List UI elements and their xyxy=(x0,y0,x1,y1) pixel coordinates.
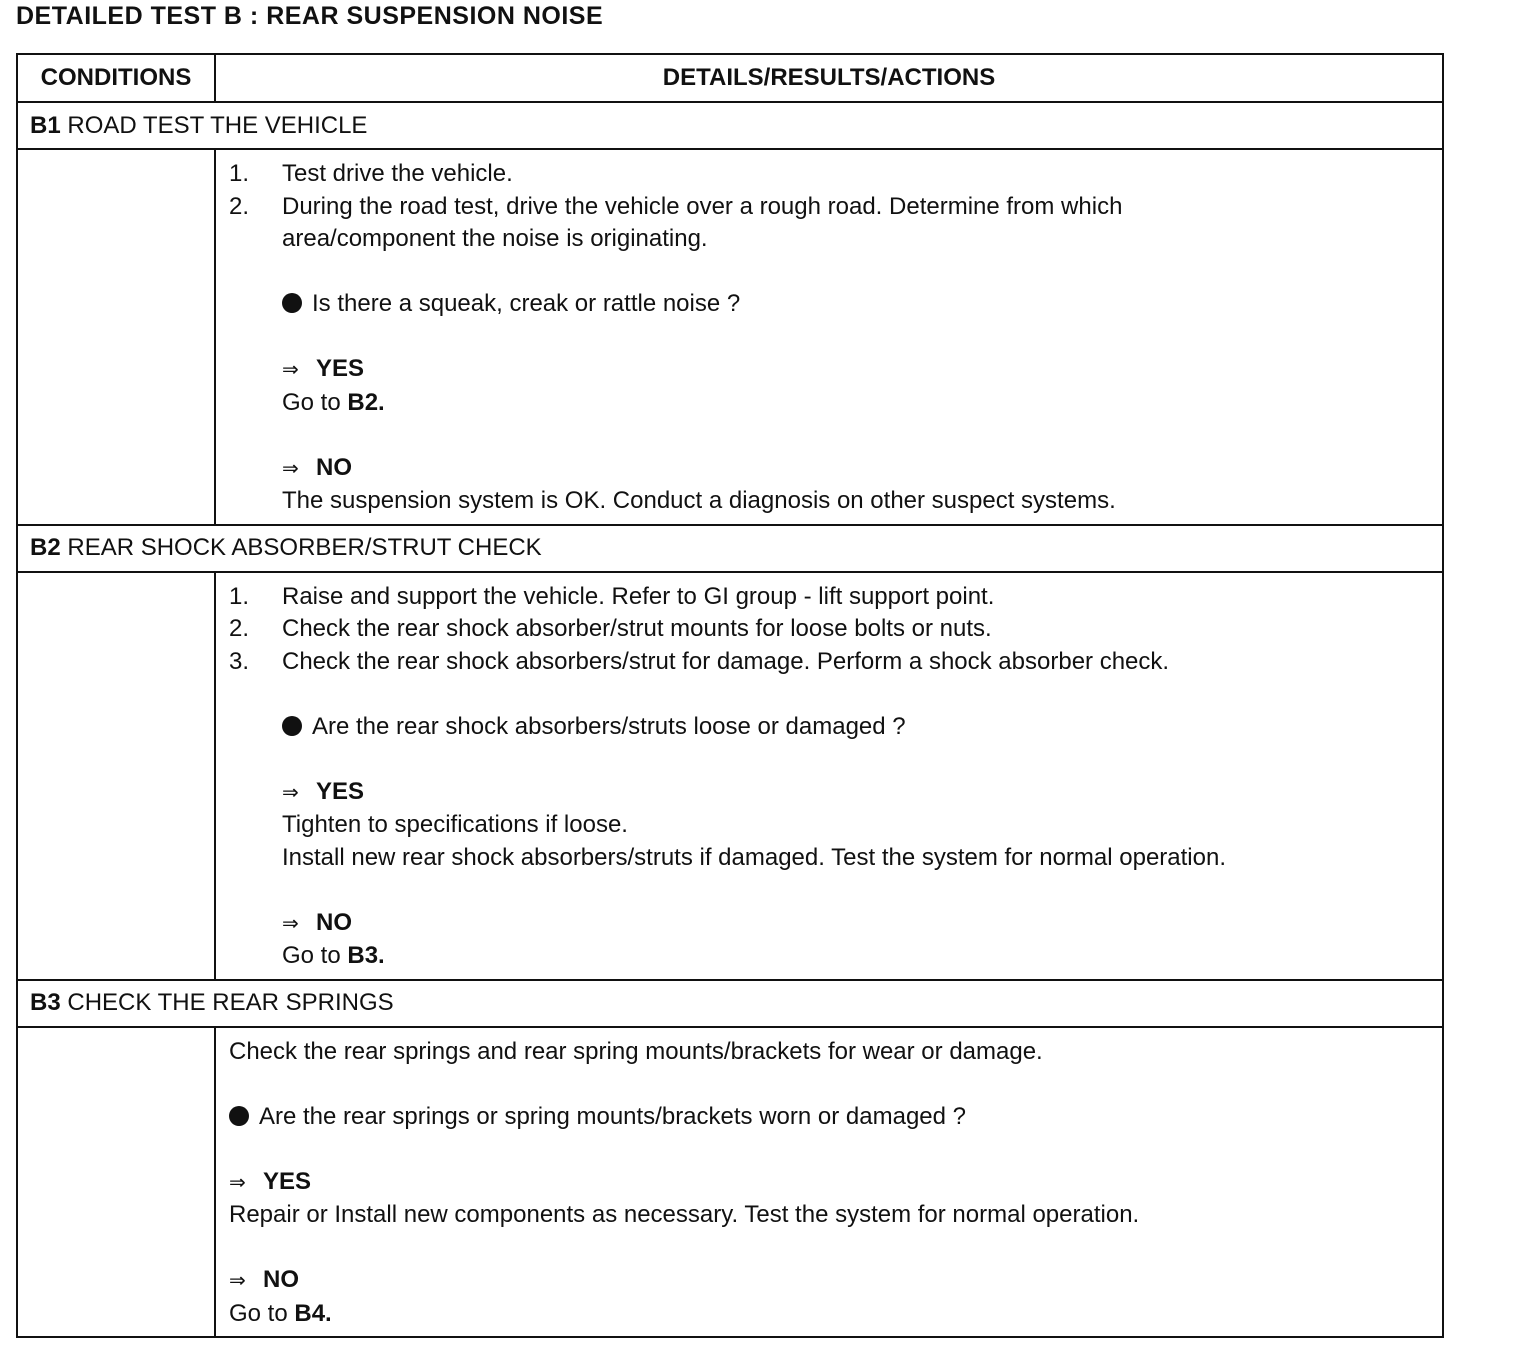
section-b3-body-row xyxy=(17,1027,1443,1338)
b2-no-label xyxy=(229,907,1430,941)
step-text: During the road test, drive the vehicle over a rough road. Determine from which xyxy=(282,192,1123,220)
goto-prefix: Go to xyxy=(229,1299,288,1327)
section-b1-title: ROAD TEST THE VEHICLE xyxy=(67,111,368,139)
b3-no-label xyxy=(229,1264,1430,1298)
section-b3-details-cell xyxy=(215,1027,1443,1338)
header-row xyxy=(17,54,1443,102)
b1-yes-action xyxy=(229,387,1430,420)
yes-label: YES xyxy=(263,1167,312,1195)
no-label: NO xyxy=(263,1266,299,1293)
b2-yes-label xyxy=(229,776,1430,810)
question-text: Are the rear shock absorbers/struts loose or damaged ? xyxy=(312,712,906,740)
goto-prefix: Go to xyxy=(282,942,341,969)
b2-step-3 xyxy=(229,646,1430,679)
section-b1-heading xyxy=(17,102,1443,149)
b1-question xyxy=(229,288,1430,321)
step-number: 1. xyxy=(229,160,250,187)
section-b2-details-cell xyxy=(215,572,1443,980)
step-number: 1. xyxy=(229,582,250,610)
arrow-right-icon: ⇒ xyxy=(229,1270,246,1292)
b1-no-label xyxy=(229,452,1430,486)
section-b3-heading-row xyxy=(17,980,1443,1027)
section-b3-title: CHECK THE REAR SPRINGS xyxy=(67,989,394,1016)
b2-yes-action-1: Tighten to specifications if loose. xyxy=(282,811,628,838)
b3-question xyxy=(229,1101,1430,1134)
b3-no-action xyxy=(229,1298,1430,1331)
b2-question xyxy=(229,711,1430,744)
b3-yes-action: Repair or Install new components as necessary. Test the system for normal operation. xyxy=(229,1201,1140,1228)
section-b3-conditions-cell xyxy=(17,1027,215,1338)
document-title: DETAILED TEST B : REAR SUSPENSION NOISE xyxy=(16,2,604,30)
section-b1-conditions-cell xyxy=(17,149,215,525)
section-b2-heading-row xyxy=(17,525,1443,572)
section-b2-conditions-cell xyxy=(17,572,215,980)
bullet-icon xyxy=(282,293,302,313)
yes-label: YES xyxy=(316,355,365,382)
details-header: DETAILS/RESULTS/ACTIONS xyxy=(215,54,1443,102)
section-b2-body-row xyxy=(17,572,1443,980)
b2-step-2 xyxy=(229,613,1430,646)
bullet-icon xyxy=(282,716,302,736)
section-b1-body-row xyxy=(17,149,1443,525)
arrow-right-icon: ⇒ xyxy=(282,912,299,935)
arrow-right-icon: ⇒ xyxy=(282,781,299,804)
step-text: Check the rear shock absorber/strut mounts for loose bolts or nuts. xyxy=(282,615,992,642)
section-b2-id: B2 xyxy=(30,534,61,561)
b2-yes-action-2: Install new rear shock absorbers/struts if damaged. Test the system for normal operation. xyxy=(282,843,1226,871)
b1-step-2 xyxy=(229,191,1430,224)
step-text: Test drive the vehicle. xyxy=(282,160,513,187)
b3-intro: Check the rear springs and rear spring mounts/brackets for wear or damage. xyxy=(229,1037,1043,1065)
arrow-right-icon: ⇒ xyxy=(282,359,299,381)
goto-target: B3. xyxy=(347,942,385,969)
section-b3-id: B3 xyxy=(30,989,61,1016)
step-number: 3. xyxy=(229,647,250,675)
no-label: NO xyxy=(316,453,352,481)
step-number: 2. xyxy=(229,192,250,220)
yes-label: YES xyxy=(316,777,365,805)
b3-yes-label xyxy=(229,1166,1430,1200)
section-b1-details-cell xyxy=(215,149,1443,525)
no-label: NO xyxy=(316,908,352,936)
section-b3-heading xyxy=(17,980,1443,1027)
section-b1-id: B1 xyxy=(30,111,61,139)
conditions-header: CONDITIONS xyxy=(17,54,215,102)
section-b2-heading xyxy=(17,525,1443,572)
goto-target: B4. xyxy=(294,1299,332,1327)
section-b2-title: REAR SHOCK ABSORBER/STRUT CHECK xyxy=(67,534,542,561)
b1-step-2-continuation: area/component the noise is originating. xyxy=(282,225,708,252)
b1-step-1 xyxy=(229,158,1430,191)
goto-target: B2. xyxy=(347,388,385,416)
b2-step-1 xyxy=(229,581,1430,614)
goto-prefix: Go to xyxy=(282,388,341,416)
question-text: Are the rear springs or spring mounts/brackets worn or damaged ? xyxy=(259,1102,967,1130)
question-text: Is there a squeak, creak or rattle noise ? xyxy=(312,290,741,317)
step-number: 2. xyxy=(229,615,250,642)
step-text: Raise and support the vehicle. Refer to GI group - lift support point. xyxy=(282,582,995,610)
arrow-right-icon: ⇒ xyxy=(229,1171,246,1194)
b1-yes-label xyxy=(229,353,1430,387)
diagnostic-table xyxy=(16,53,1444,1338)
bullet-icon xyxy=(229,1106,249,1126)
b2-no-action xyxy=(229,940,1430,973)
arrow-right-icon: ⇒ xyxy=(282,457,299,480)
section-b1-heading-row xyxy=(17,102,1443,149)
step-text: Check the rear shock absorbers/strut for damage. Perform a shock absorber check. xyxy=(282,647,1170,675)
b1-no-action: The suspension system is OK. Conduct a diagnosis on other suspect systems. xyxy=(282,487,1116,514)
